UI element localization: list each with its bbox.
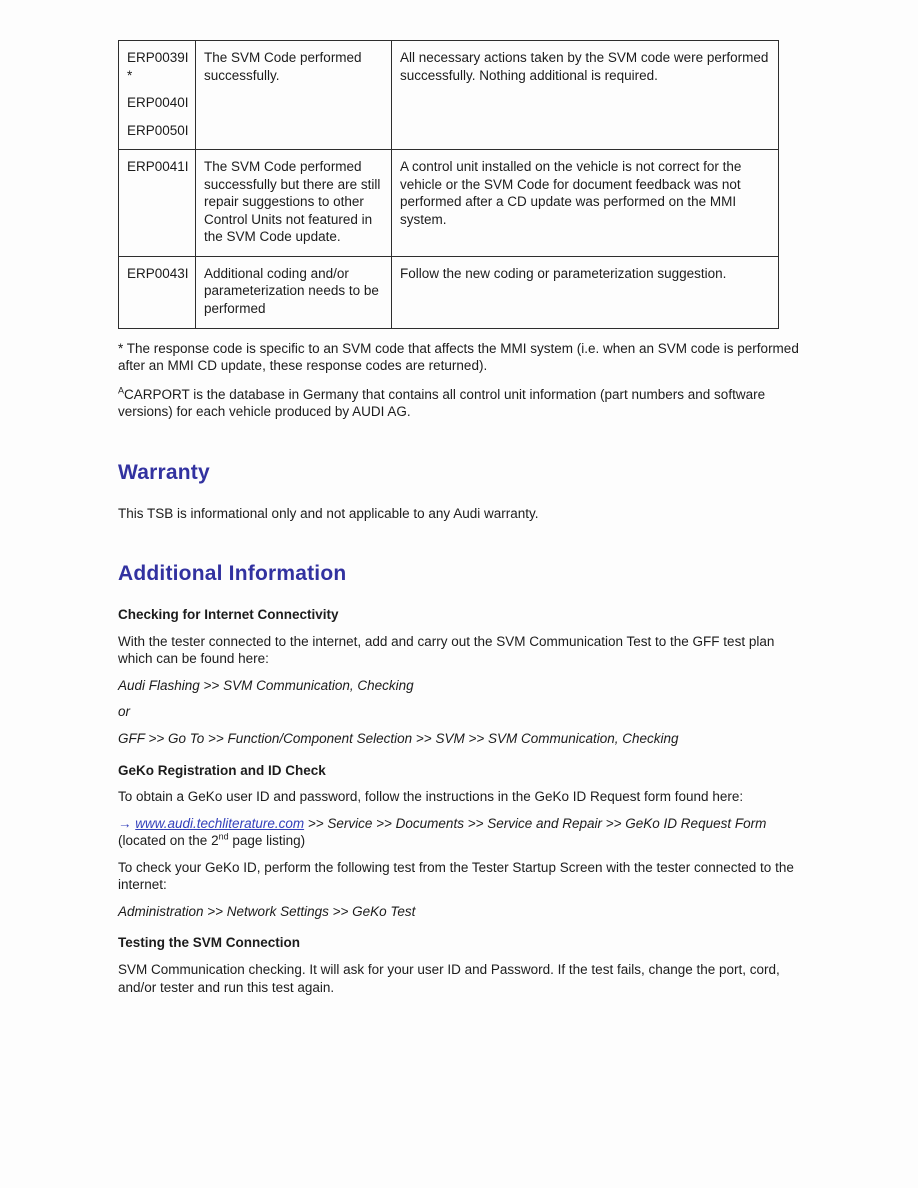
warranty-heading: Warranty — [118, 460, 210, 484]
paragraph-internet-connectivity: With the tester connected to the internet, add and carry out the SVM Communication Test to the GFF test plan which can be found here: — [118, 633, 775, 667]
link-note-pre: (located on the 2 — [118, 833, 219, 849]
arrow-icon: → — [118, 815, 132, 831]
table-row — [119, 256, 779, 328]
table-row — [119, 41, 779, 150]
erp-code: ERP0039I — [127, 50, 189, 65]
svm-response-code-table — [118, 40, 779, 329]
link-menu-path: >> Service >> Documents >> Service and Repair >> GeKo ID Request Form — [307, 815, 767, 831]
description-cell: The SVM Code performed successfully. — [196, 41, 392, 150]
erp-code: ERP0041I — [127, 159, 189, 175]
link-note-post: page listing) — [228, 833, 306, 849]
subheading-internet-connectivity: Checking for Internet Connectivity — [118, 607, 339, 623]
paragraph-geko-instructions: To obtain a GeKo user ID and password, follow the instructions in the GeKo ID Request form found here: — [118, 789, 744, 805]
result-cell: Follow the new coding or parameterization suggestion. — [392, 256, 779, 328]
menu-path-gff: GFF >> Go To >> Function/Component Selection >> SVM >> SVM Communication, Checking — [118, 731, 679, 747]
erp-code: ERP0043I — [127, 265, 189, 281]
footnote-carport — [118, 386, 800, 421]
carport-superscript: A — [118, 385, 125, 396]
menu-path-administration: Administration >> Network Settings >> GeKo Test — [118, 903, 416, 919]
description-cell: The SVM Code performed successfully but there are still repair suggestions to other Control Units not featured in the SVM Code update. — [196, 150, 392, 257]
techliterature-link[interactable]: www.audi.techliterature.com — [135, 815, 305, 831]
footnote-asterisk: * The response code is specific to an SVM code that affects the MMI system (i.e. when an SVM code is performed after an MMI CD update, these response codes are returned). — [118, 340, 799, 374]
subheading-geko-registration: GeKo Registration and ID Check — [118, 762, 326, 778]
code-cell — [119, 256, 196, 328]
additional-information-heading: Additional Information — [118, 562, 347, 586]
asterisk-marker: * — [127, 67, 133, 83]
subheading-testing-svm: Testing the SVM Connection — [118, 935, 300, 951]
erp-code: ERP0050I — [127, 122, 189, 138]
paragraph-geko-check: To check your GeKo ID, perform the following test from the Tester Startup Screen with the tester connected to the internet: — [118, 859, 794, 893]
description-cell: Additional coding and/or parameterization needs to be performed — [196, 256, 392, 328]
paragraph-svm-testing: SVM Communication checking. It will ask for your user ID and Password. If the test fails, change the port, cord, and/or tester and run this test again. — [118, 961, 780, 995]
result-cell: All necessary actions taken by the SVM code were performed successfully. Nothing additional is required. — [392, 41, 779, 150]
geko-link-line — [118, 815, 800, 850]
table-row — [119, 150, 779, 257]
erp-code: ERP0040I — [127, 95, 189, 111]
menu-path-audi-flashing: Audi Flashing >> SVM Communication, Checking — [118, 677, 414, 693]
or-text: or — [118, 704, 131, 720]
ordinal-superscript: nd — [218, 831, 229, 842]
code-cell — [119, 150, 196, 257]
code-cell — [119, 41, 196, 150]
warranty-body: This TSB is informational only and not applicable to any Audi warranty. — [118, 505, 539, 521]
result-cell: A control unit installed on the vehicle is not correct for the vehicle or the SVM Code for document feedback was not performed after a CD update was performed on the MMI system. — [392, 150, 779, 257]
footnote-carport-text: CARPORT is the database in Germany that contains all control unit information (part numbers and software versions) for each vehicle produced by AUDI AG. — [118, 386, 766, 420]
